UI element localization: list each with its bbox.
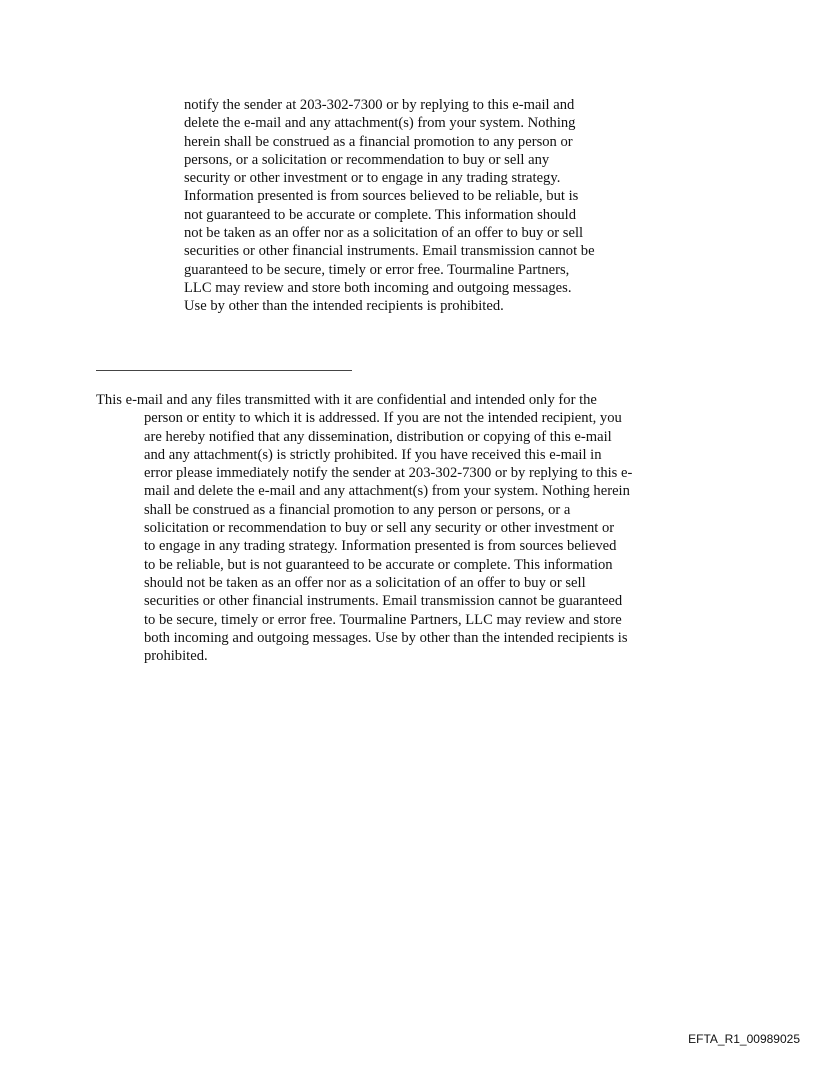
text-line: delete the e-mail and any attachment(s) from your system. Nothing: [184, 115, 576, 132]
text-line: error please immediately notify the sender at 203-302-7300 or by replying to this e-: [144, 465, 633, 482]
text-line: person or entity to which it is addressed. If you are not the intended recipient, you: [144, 410, 622, 427]
text-line: to engage in any trading strategy. Information presented is from sources believed: [144, 538, 617, 555]
document-id-label: EFTA_R1_00989025: [688, 1032, 800, 1046]
text-line: solicitation or recommendation to buy or sell any security or other investment or: [144, 520, 615, 537]
quoted-disclaimer-paragraph: [184, 96, 640, 316]
confidentiality-disclaimer-paragraph: [96, 391, 686, 665]
text-line: LLC may review and store both incoming and outgoing messages.: [184, 279, 572, 296]
text-line: to be secure, timely or error free. Tourmaline Partners, LLC may review and store: [144, 611, 622, 628]
text-line: should not be taken as an offer nor as a solicitation of an offer to buy or sell: [144, 574, 586, 591]
text-line: herein shall be construed as a financial promotion to any person or: [184, 133, 573, 150]
text-line: persons, or a solicitation or recommendation to buy or sell any: [184, 151, 550, 168]
text-line: mail and delete the e-mail and any attachment(s) from your system. Nothing herein: [144, 483, 630, 500]
text-line: and any attachment(s) is strictly prohibited. If you have received this e-mail in: [144, 446, 602, 463]
text-line: security or other investment or to engage in any trading strategy.: [184, 170, 561, 187]
text-line: This e-mail and any files transmitted with it are confidential and intended only for the: [96, 392, 597, 408]
text-line: not be taken as an offer nor as a solicitation of an offer to buy or sell: [184, 225, 584, 242]
text-line: both incoming and outgoing messages. Use by other than the intended recipients is: [144, 629, 628, 646]
text-line: to be reliable, but is not guaranteed to be accurate or complete. This information: [144, 556, 613, 573]
text-line: notify the sender at 203-302-7300 or by replying to this e-mail and: [184, 97, 575, 113]
text-line: prohibited.: [144, 648, 208, 665]
text-line: securities or other financial instruments. Email transmission cannot be guaranteed: [144, 593, 623, 610]
text-line: guaranteed to be secure, timely or error free. Tourmaline Partners,: [184, 261, 570, 278]
text-line: securities or other financial instruments. Email transmission cannot be: [184, 243, 595, 260]
text-line: shall be construed as a financial promotion to any person or persons, or a: [144, 501, 571, 518]
text-line: are hereby notified that any dissemination, distribution or copying of this e-mail: [144, 428, 612, 445]
text-line: Use by other than the intended recipients is prohibited.: [184, 298, 504, 315]
text-line: not guaranteed to be accurate or complete. This information should: [184, 206, 577, 223]
text-line: Information presented is from sources believed to be reliable, but is: [184, 188, 579, 205]
separator-line: [96, 370, 352, 371]
